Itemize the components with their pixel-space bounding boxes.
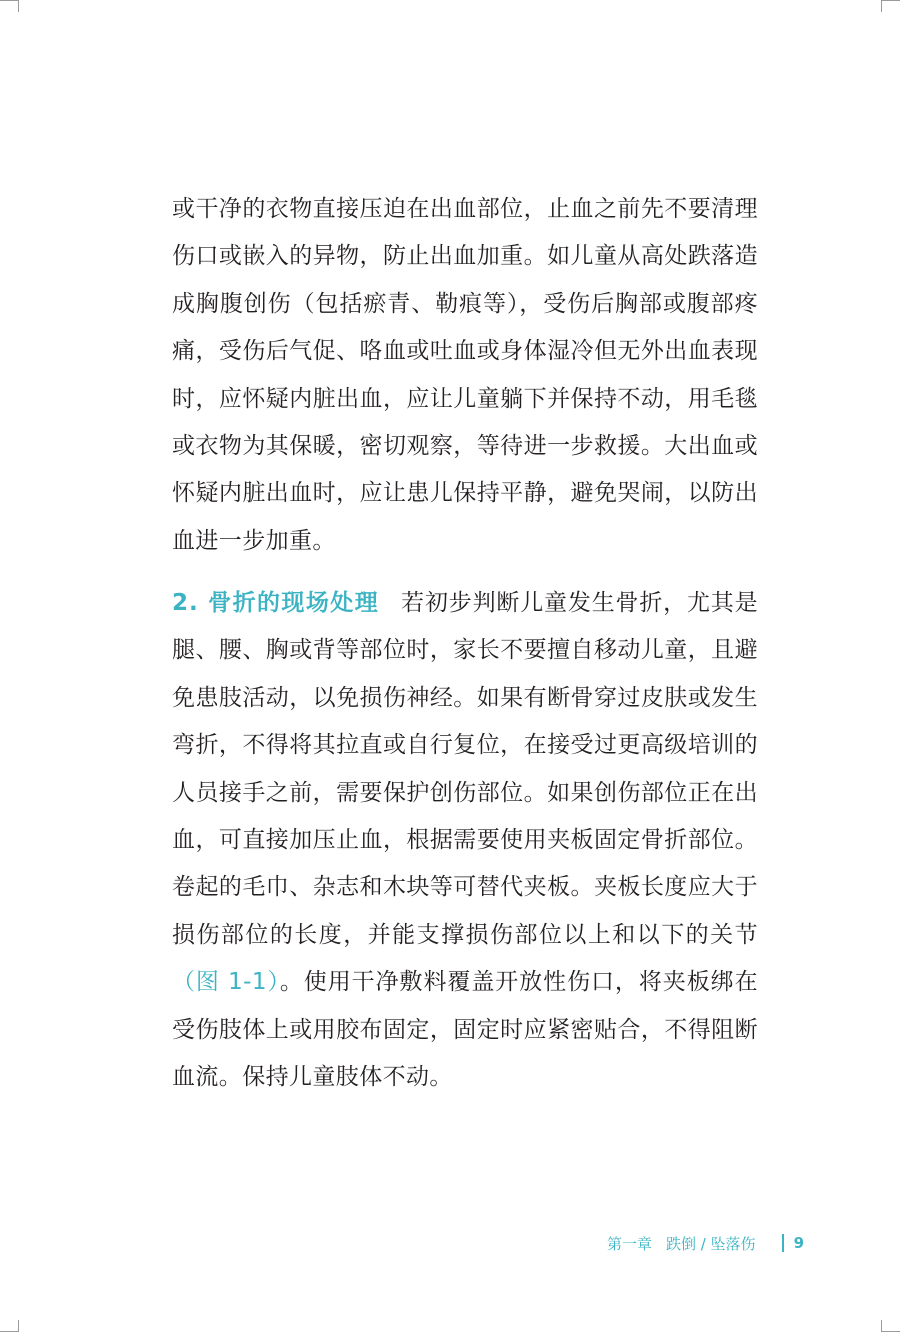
- figure-reference[interactable]: （图 1-1）: [172, 969, 280, 996]
- crop-mark-top-left-v: [18, 0, 19, 12]
- footer-divider: [782, 1234, 784, 1252]
- crop-mark-top-left-h: [0, 0, 18, 1]
- footer-chapter-title: 跌倒 / 坠落伤: [665, 1234, 756, 1253]
- footer-chapter: 第一章: [606, 1234, 652, 1253]
- crop-mark-top-right-v: [881, 0, 882, 12]
- paragraph-text: 。使用干净敷料覆盖开放性伤口，将夹板绑在受伤肢体上或用胶布固定，固定时应紧密贴合，不得阻断血流。保持儿童肢体不动。: [172, 969, 759, 1091]
- body-paragraph-bleeding: [172, 186, 758, 565]
- paragraph-text: 若初步判断儿童发生骨折，尤其是腿、腰、胸或背等部位时，家长不要擅自移动儿童，且避免患肢活动，以免损伤神经。如果有断骨穿过皮肤或发生弯折，不得将其拉直或自行复位，在接受过更高级培训的人员接手之前，需要保护创伤部位。如果创伤部位正在出血，可直接加压止血，根据需要使用夹板固定骨折部位。卷起的毛巾、杂志和木块等可替代夹板。夹板长度应大于损伤部位的长度，并能支撑损伤部位以上和以下的关节: [172, 590, 759, 948]
- page-number: 9: [793, 1234, 804, 1252]
- page-footer: [607, 1232, 804, 1254]
- section-heading-fracture: 2. 骨折的现场处理: [172, 590, 380, 616]
- crop-mark-bottom-right-v: [881, 1320, 882, 1332]
- crop-mark-top-right-h: [882, 0, 900, 1]
- body-paragraph-fracture: [172, 580, 758, 1101]
- paragraph-text: 或干净的衣物直接压迫在出血部位，止血之前先不要清理伤口或嵌入的异物，防止出血加重。如儿童从高处跌落造成胸腹创伤（包括瘀青、勒痕等），受伤后胸部或腹部疼痛，受伤后气促、咯血或吐血或身体湿冷但无外出血表现时，应怀疑内脏出血，应让儿童躺下并保持不动，用毛毯或衣物为其保暖，密切观察，等待进一步救援。大出血或怀疑内脏出血时，应让患儿保持平静，避免哭闹，以防出血进一步加重。: [172, 196, 758, 554]
- crop-mark-bottom-left-v: [18, 1320, 19, 1332]
